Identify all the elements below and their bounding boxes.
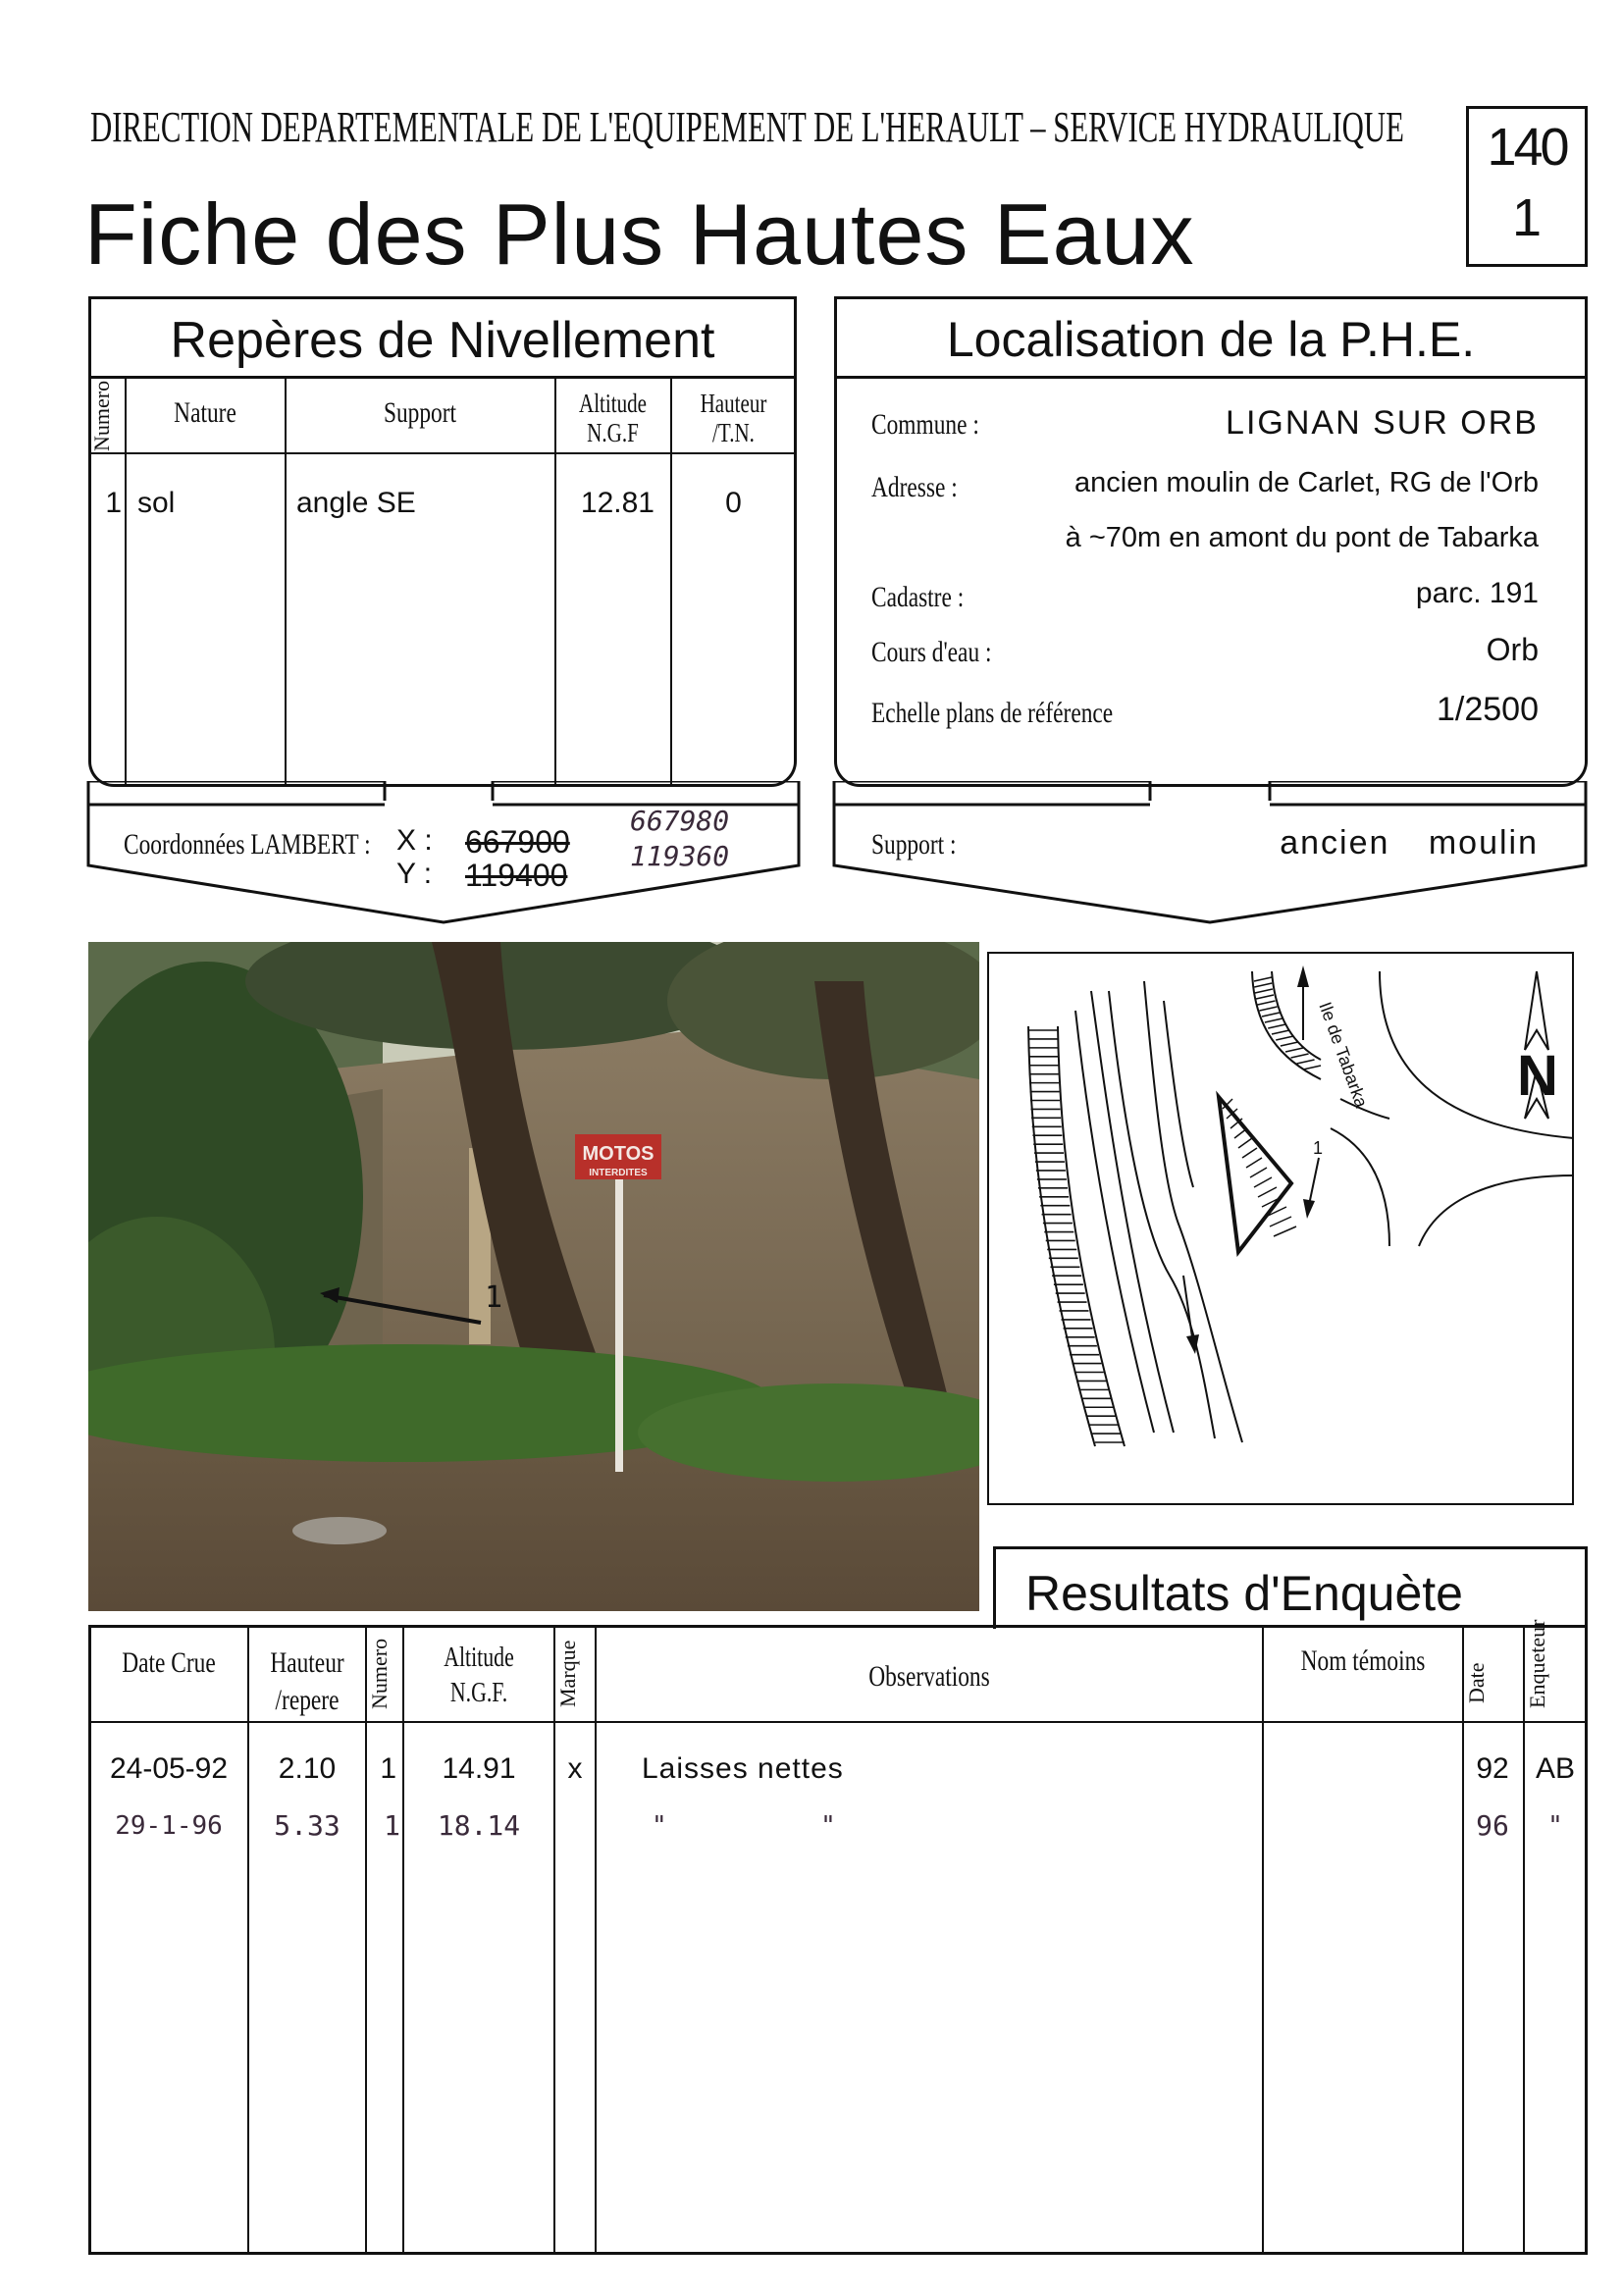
col-hauteur-repere-header: Hauteur /repere [270, 1646, 344, 1716]
col-temoins-header: Nom témoins [1300, 1644, 1426, 1677]
echelle-value: 1/2500 [1437, 691, 1539, 728]
adresse-label: Adresse : [871, 471, 958, 503]
result-row-1-numero: 1 [380, 1752, 396, 1785]
page-title: Fiche des Plus Hautes Eaux [84, 185, 1195, 283]
resultats-table [88, 1625, 1588, 2255]
col-date-crue-header: Date Crue [122, 1646, 216, 1679]
plan-marker: 1 [1313, 1138, 1324, 1158]
reference-bottom: 1 [1511, 188, 1543, 247]
repere-row-altitude: 12.81 [580, 487, 654, 519]
direction-heading: DIRECTION DEPARTEMENTALE DE L'EQUIPEMENT DE L'HERAULT – SERVICE HYDRAULIQUE [90, 103, 1404, 151]
lambert-y-label: Y : [396, 858, 433, 890]
echelle-label: Echelle plans de référence [871, 697, 1114, 729]
site-photo [88, 942, 979, 1611]
result-row-1-observations: Laisses nettes [642, 1752, 844, 1785]
result-row-2-date: 29-1-96 [115, 1811, 223, 1841]
result-row-1-altitude: 14.91 [442, 1752, 516, 1785]
repere-row-numero: 1 [105, 487, 122, 519]
commune-value: LIGNAN SUR ORB [1226, 404, 1539, 442]
lambert-x-printed: 667900 [465, 824, 570, 860]
result-row-1-date-enquete: 92 [1476, 1752, 1509, 1785]
result-row-2-observations: " " [652, 1811, 836, 1841]
col-date-header: Date [1464, 1662, 1489, 1703]
photo-marker: 1 [485, 1280, 503, 1315]
col-support-header: Support [383, 396, 457, 429]
lambert-y-corrected: 119360 [630, 840, 730, 872]
plan-island-label: Ile de Tabarka [1315, 999, 1372, 1111]
lambert-y-printed: 119400 [465, 858, 568, 893]
col-nature-header: Nature [174, 396, 236, 429]
reference-top: 140 [1487, 118, 1567, 177]
resultats-title-box [993, 1546, 1588, 1629]
col-hauteur-header: Hauteur /T.N. [700, 389, 767, 447]
adresse-line-2: à ~70m en amont du pont de Tabarka [1065, 522, 1539, 553]
cadastre-value: parc. 191 [1415, 577, 1539, 609]
commune-label: Commune : [871, 408, 979, 441]
localisation-title: Localisation de la P.H.E. [946, 312, 1476, 367]
support-label: Support : [871, 828, 957, 861]
adresse-line-1: ancien moulin de Carlet, RG de l'Orb [1074, 467, 1539, 498]
reference-box [1466, 106, 1588, 267]
result-row-1-marque: x [567, 1752, 583, 1785]
lambert-x-label: X : [396, 824, 433, 857]
lambert-label: Coordonnées LAMBERT : [124, 828, 371, 861]
cours-eau-value: Orb [1486, 632, 1539, 667]
col-observations-header: Observations [868, 1660, 990, 1693]
resultats-title: Resultats d'Enquète [1025, 1566, 1463, 1621]
reperes-title-box [88, 296, 797, 379]
result-row-2-enqueteur: " [1547, 1811, 1563, 1841]
cours-eau-label: Cours d'eau : [871, 636, 992, 668]
result-row-2-hauteur: 5.33 [274, 1809, 340, 1842]
sign-text-1: MOTOS [582, 1143, 654, 1165]
cadastre-label: Cadastre : [871, 581, 965, 613]
result-row-2-numero: 1 [384, 1809, 400, 1842]
result-row-2-altitude: 18.14 [437, 1809, 521, 1842]
result-row-1-enqueteur: AB [1535, 1752, 1576, 1785]
col-altitude-res-header: Altitude N.G.F. [444, 1643, 514, 1708]
lambert-x-corrected: 667980 [630, 805, 730, 837]
reperes-title: Repères de Nivellement [170, 312, 715, 369]
col-numero-header: Numero [89, 380, 114, 451]
col-altitude-header: Altitude N.G.F [578, 389, 648, 447]
localisation-title-box [834, 296, 1588, 379]
col-enqueteur-header: Enqueteur [1525, 1619, 1549, 1709]
repere-row-support: angle SE [296, 487, 416, 519]
col-numero-res-header: Numero [367, 1638, 392, 1710]
result-row-1-hauteur: 2.10 [278, 1752, 337, 1785]
col-marque-header: Marque [555, 1640, 580, 1708]
result-row-2-date-enquete: 96 [1476, 1809, 1509, 1842]
support-value: ancien moulin [1280, 824, 1539, 861]
site-plan [987, 952, 1574, 1505]
north-indicator: N [1517, 1044, 1558, 1108]
result-row-1-date: 24-05-92 [109, 1752, 229, 1785]
repere-row-hauteur: 0 [725, 487, 742, 519]
sign-text-2: INTERDITES [589, 1168, 648, 1178]
repere-row-nature: sol [137, 487, 176, 519]
